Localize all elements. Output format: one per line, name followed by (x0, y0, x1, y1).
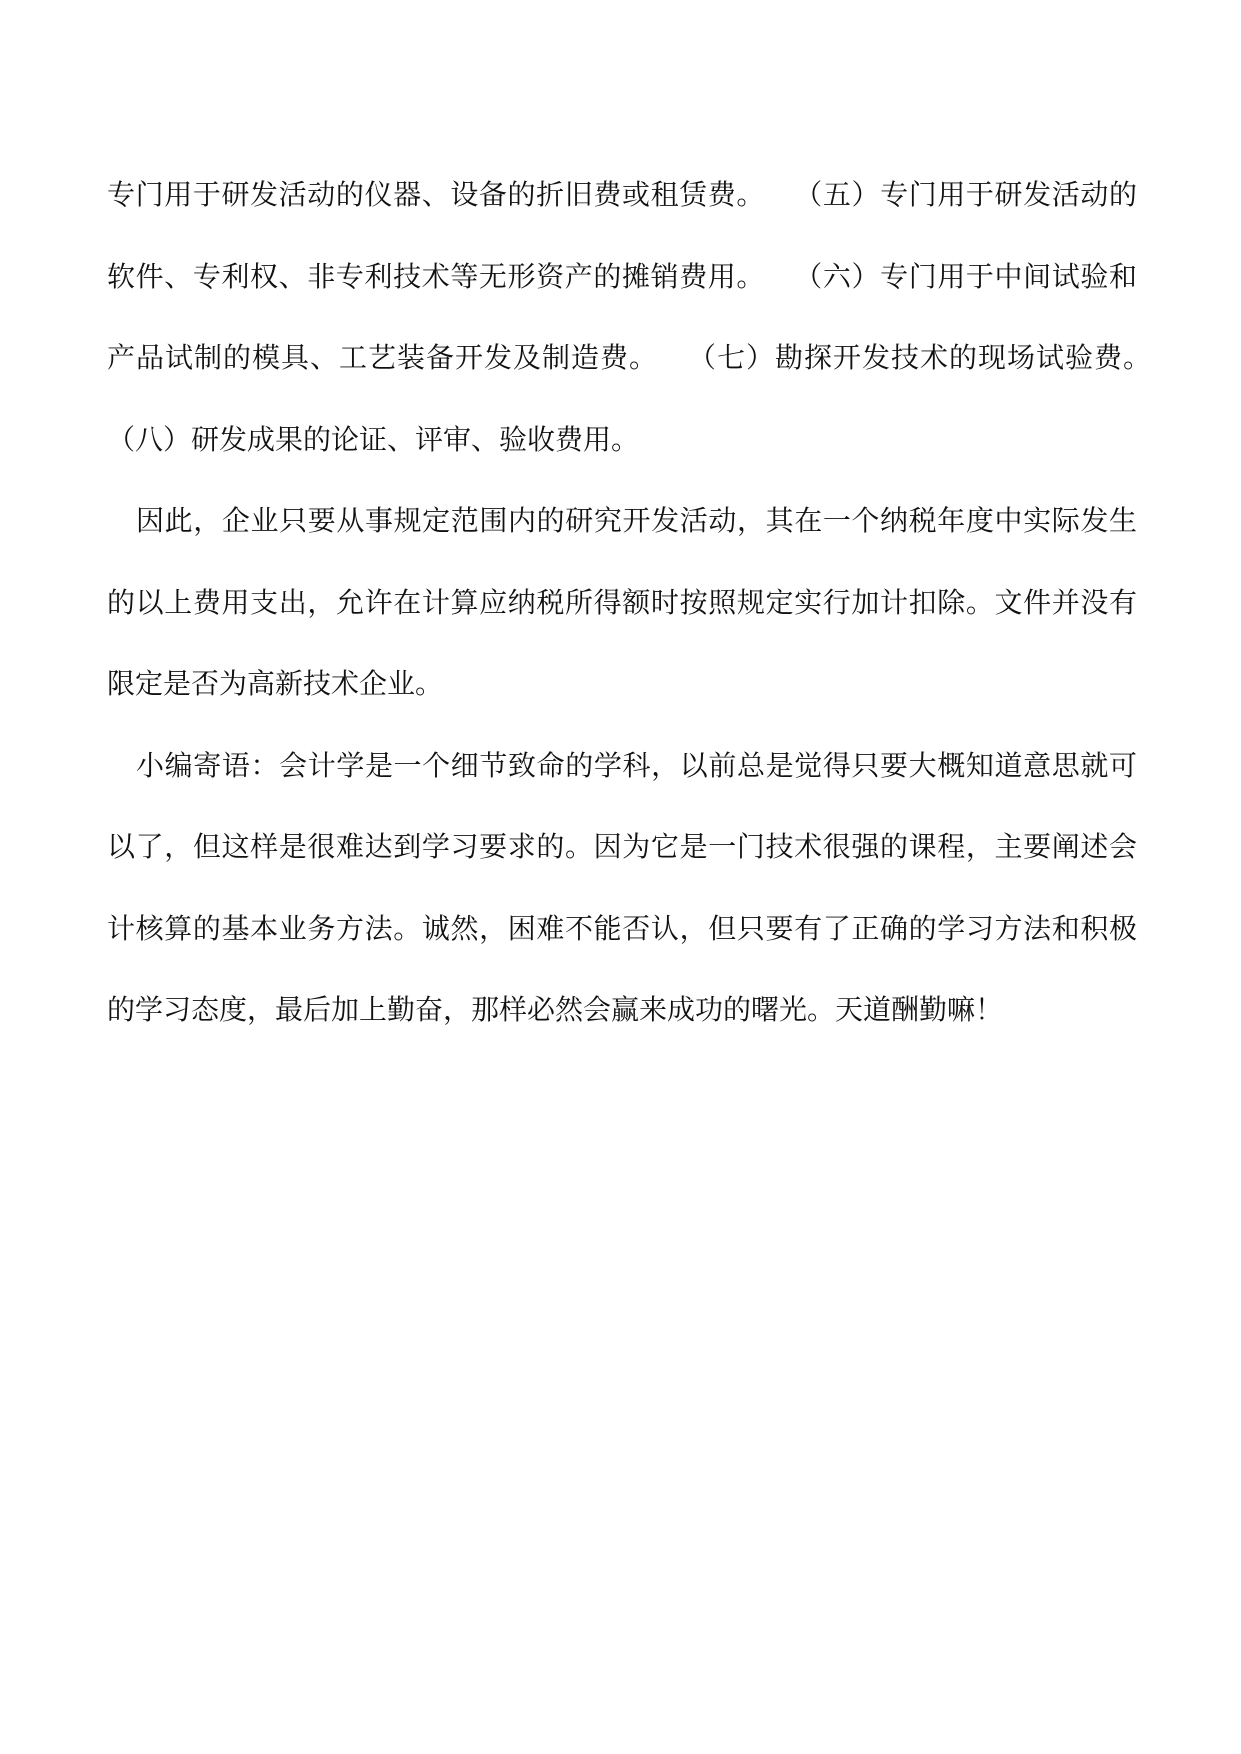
list-item-seven: （七）勘探开发技术的现场试验费。 (701, 341, 1137, 374)
paragraph-editor-note: 小编寄语：会计学是一个细节致命的学科，以前总是觉得只要大概知道意思就可以了，但这样是很难达到学习要求的。因为它是一门技术很强的课程，主要阐述会计核算的基本业务方法。诚然，困难不能否认，但只要有了正确的学习方法和积极的学习态度，最后加上勤奋，那样必然会赢来成功的曙光。天道酬勤嘛！ (107, 748, 1137, 1026)
paragraph-conclusion: 因此，企业只要从事规定范围内的研究开发活动，其在一个纳税年度中实际发生的以上费用支出，允许在计算应纳税所得额时按照规定实行加计扣除。文件并没有限定是否为高新技术企业。 (107, 504, 1137, 700)
list-item-five: （五）专门用于研发活动的软件、专利权、非专利技术等无形资产的摊销费用。 (107, 178, 1137, 293)
document-body (107, 154, 1137, 1051)
list-item-six: （六）专门用于中间试验和产品试制的模具、工艺装备开发及制造费。 (107, 259, 1137, 374)
paragraph-rd-expenses (107, 154, 1137, 480)
list-item-eight: （八）研发成果的论证、评审、验收费用。 (107, 422, 640, 456)
paragraph-lead: 专门用于研发活动的仪器、设备的折旧费或租赁费。 (107, 178, 752, 211)
